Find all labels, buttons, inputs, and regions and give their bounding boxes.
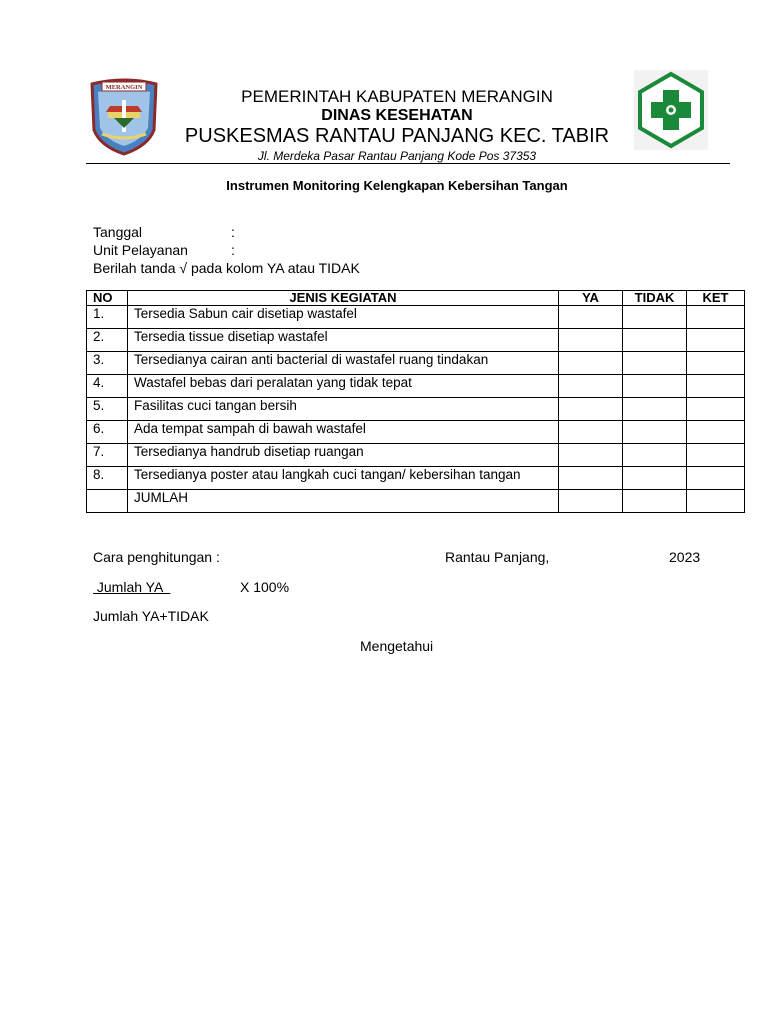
ya-cell[interactable]: [559, 375, 623, 398]
year-label: 2023: [669, 549, 701, 565]
table-total-row: [87, 490, 745, 513]
row-activity: Wastafel bebas dari peralatan yang tidak tepat: [128, 375, 559, 398]
row-no: 1.: [87, 306, 128, 329]
ket-cell[interactable]: [687, 375, 745, 398]
ya-cell[interactable]: [559, 398, 623, 421]
tidak-cell[interactable]: [623, 467, 687, 490]
ya-cell[interactable]: [559, 467, 623, 490]
table-row: [87, 421, 745, 444]
header-divider: [86, 163, 730, 164]
row-activity: Tersedianya poster atau langkah cuci tangan/ kebersihan tangan: [128, 467, 559, 490]
total-no-cell: [87, 490, 128, 513]
row-activity: Tersedianya cairan anti bacterial di wastafel ruang tindakan: [128, 352, 559, 375]
row-no: 8.: [87, 467, 128, 490]
ya-cell[interactable]: [559, 421, 623, 444]
tidak-cell[interactable]: [623, 352, 687, 375]
tidak-cell[interactable]: [623, 421, 687, 444]
formula-multiplier: X 100%: [240, 579, 290, 595]
tidak-cell[interactable]: [623, 329, 687, 352]
tidak-cell[interactable]: [623, 398, 687, 421]
ket-cell[interactable]: [687, 444, 745, 467]
government-name: PEMERINTAH KABUPATEN MERANGIN: [241, 87, 553, 106]
tanggal-label: Tanggal: [93, 224, 143, 240]
ket-cell[interactable]: [687, 398, 745, 421]
row-no: 2.: [87, 329, 128, 352]
department-name: DINAS KESEHATAN: [321, 107, 473, 124]
table-row: [87, 329, 745, 352]
address: Jl. Merdeka Pasar Rantau Panjang Kode Pos 37353: [257, 149, 537, 163]
total-ya-cell[interactable]: [559, 490, 623, 513]
total-ket-cell[interactable]: [687, 490, 745, 513]
ya-cell[interactable]: [559, 352, 623, 375]
tidak-cell[interactable]: [623, 306, 687, 329]
header-ya: YA: [559, 291, 623, 306]
formula-numerator: Jumlah YA: [93, 579, 171, 595]
table-row: [87, 352, 745, 375]
row-no: 4.: [87, 375, 128, 398]
ya-cell[interactable]: [559, 306, 623, 329]
instruction-text: Berilah tanda √ pada kolom YA atau TIDAK: [93, 260, 360, 276]
ya-cell[interactable]: [559, 444, 623, 467]
ya-cell[interactable]: [559, 329, 623, 352]
emblem-banner-text: MERANGIN: [105, 84, 143, 91]
place-label: Rantau Panjang,: [445, 549, 550, 565]
health-cross-logo: [634, 70, 708, 150]
header-no: NO: [87, 291, 128, 306]
ket-cell[interactable]: [687, 306, 745, 329]
ket-cell[interactable]: [687, 467, 745, 490]
tidak-cell[interactable]: [623, 444, 687, 467]
ket-cell[interactable]: [687, 329, 745, 352]
row-activity: Tersedianya handrub disetiap ruangan: [128, 444, 559, 467]
table-row: [87, 467, 745, 490]
total-label: JUMLAH: [128, 490, 559, 513]
puskesmas-name: PUSKESMAS RANTAU PANJANG KEC. TABIR: [184, 125, 610, 147]
tanggal-colon: :: [231, 224, 235, 240]
table-row: [87, 306, 745, 329]
table-row: [87, 375, 745, 398]
row-activity: Tersedia Sabun cair disetiap wastafel: [128, 306, 559, 329]
unit-colon: :: [231, 242, 235, 258]
regency-emblem: [88, 78, 160, 156]
acknowledgement-label: Mengetahui: [360, 638, 434, 654]
table-row: [87, 398, 745, 421]
row-activity: Tersedia tissue disetiap wastafel: [128, 329, 559, 352]
row-activity: Ada tempat sampah di bawah wastafel: [128, 421, 559, 444]
ket-cell[interactable]: [687, 352, 745, 375]
table-header-row: [87, 291, 745, 306]
row-no: 5.: [87, 398, 128, 421]
formula-denominator: Jumlah YA+TIDAK: [93, 608, 209, 624]
row-no: 7.: [87, 444, 128, 467]
total-tidak-cell[interactable]: [623, 490, 687, 513]
unit-label: Unit Pelayanan: [93, 242, 188, 258]
header-tidak: TIDAK: [623, 291, 687, 306]
checklist-table: [86, 290, 745, 513]
header-ket: KET: [687, 291, 745, 306]
calculation-label: Cara penghitungan :: [93, 549, 220, 565]
row-activity: Fasilitas cuci tangan bersih: [128, 398, 559, 421]
header-activity: JENIS KEGIATAN: [128, 291, 559, 306]
tidak-cell[interactable]: [623, 375, 687, 398]
row-no: 3.: [87, 352, 128, 375]
ket-cell[interactable]: [687, 421, 745, 444]
document-title: Instrumen Monitoring Kelengkapan Kebersihan Tangan: [226, 178, 568, 193]
row-no: 6.: [87, 421, 128, 444]
table-row: [87, 444, 745, 467]
